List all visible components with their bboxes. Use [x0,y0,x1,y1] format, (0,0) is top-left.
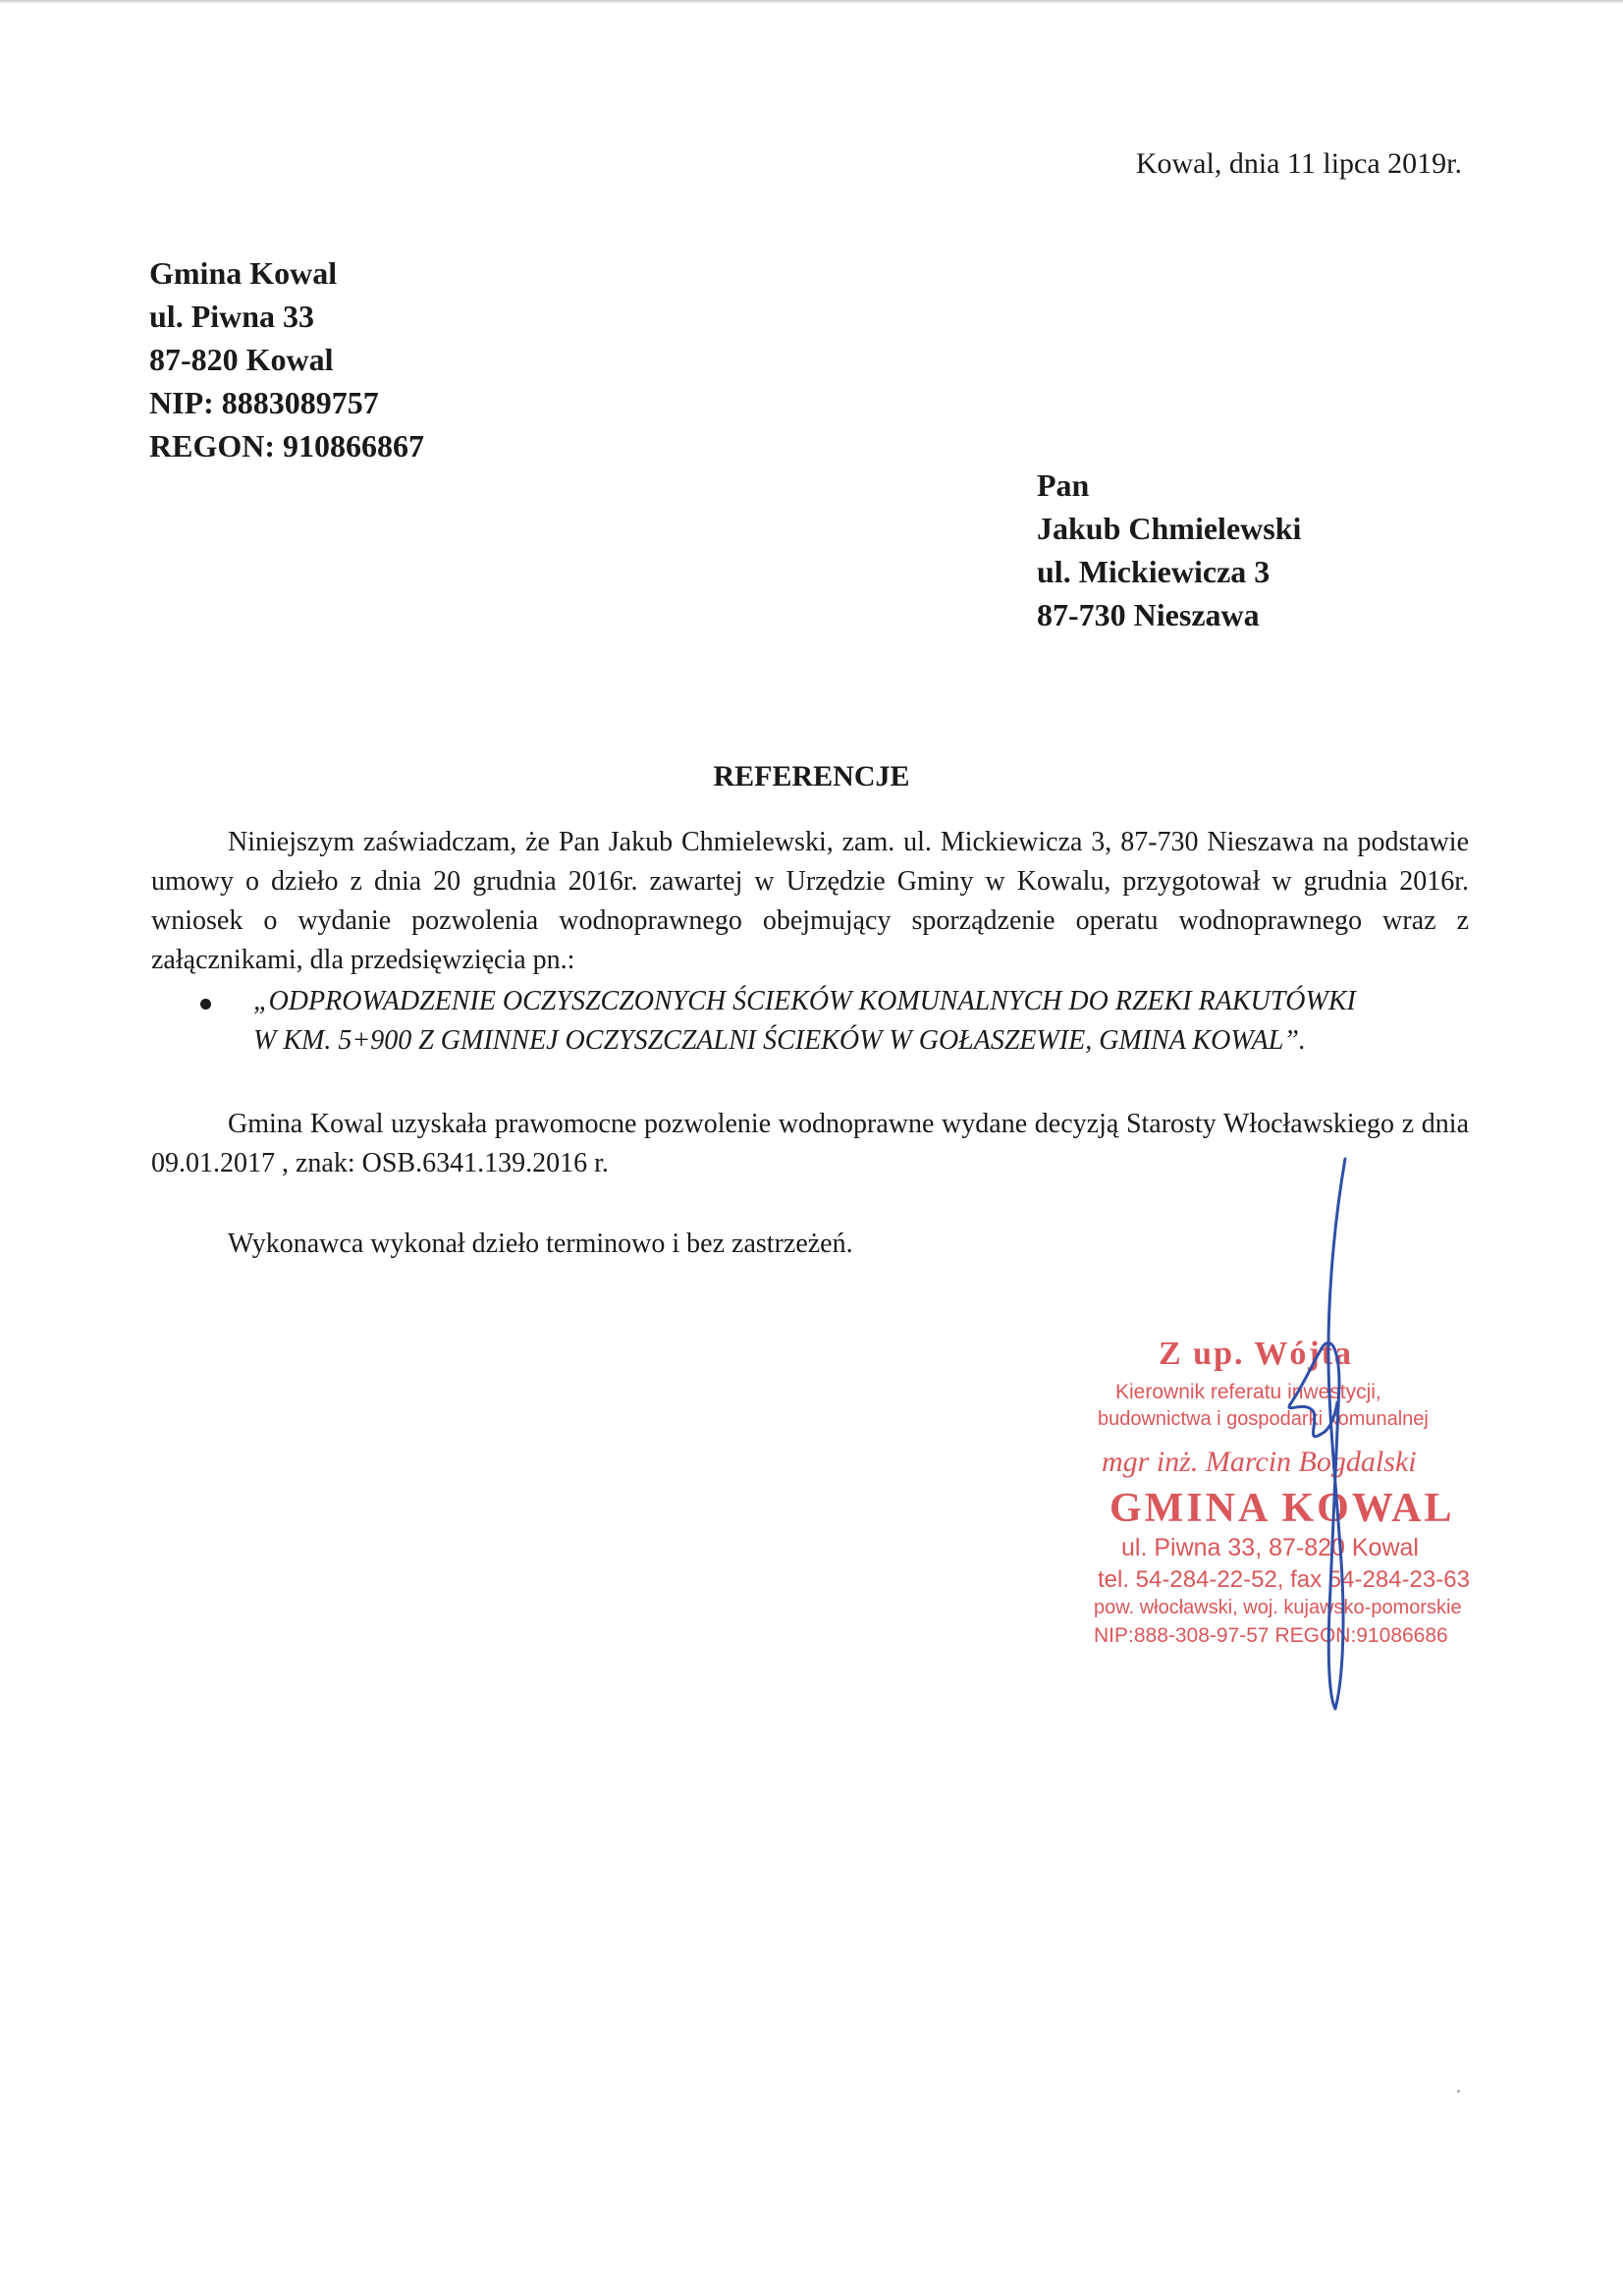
project-line-2: W KM. 5+900 Z GMINNEJ OCZYSZCZALNI ŚCIEKÓW W GOŁASZEWIE, GMINA KOWAL”. [253,1025,1306,1056]
project-line-1: „ODPROWADZENIE OCZYSZCZONYCH ŚCIEKÓW KOMUNALNYCH DO RZEKI RAKUTÓWKI [253,986,1356,1016]
sender-nip: NIP: 8883089757 [149,385,379,420]
recipient-salutation: Pan [1037,467,1090,503]
recipient-name: Jakub Chmielewski [1037,511,1302,546]
handwritten-signature [1208,1149,1424,1719]
paragraph-1-text: Niniejszym zaświadczam, że Pan Jakub Chmielewski, zam. ul. Mickiewicza 3, 87-730 Nieszawa na podstawie umowy o dzieło z dnia 20 grudnia 2016r. zawartej w Urzędzie Gminy w Kowalu, przygotował w grudnia 2016r. wniosek o wydanie pozwolenia wodnoprawnego obejmujący sporządzenie operatu wodnoprawnego wraz z załącznikami, dla przedsięwzięcia pn.: [151,827,1469,975]
stamp-ids: NIP:888-308-97-57 REGON:91086686 [1094,1624,1448,1647]
recipient-street: ul. Mickiewicza 3 [1037,554,1271,589]
stamp-org: GMINA KOWAL [1109,1486,1455,1531]
letter-date: Kowal, dnia 11 lipca 2019r. [1135,147,1462,180]
project-name [253,982,1469,1061]
paragraph-3-text: Wykonawca wykonał dzieło terminowo i bez zastrzeżeń. [228,1229,853,1259]
stamp-role-2: budownictwa i gospodarki komunalnej [1098,1408,1429,1430]
bullet-dot-icon [200,999,211,1010]
stamp-role-1: Kierownik referatu inwestycji, [1115,1381,1381,1403]
recipient-city: 87-730 Nieszawa [1037,597,1260,632]
sender-regon: REGON: 910866867 [149,428,424,464]
sender-block [149,251,424,467]
paragraph-2-text: Gmina Kowal uzyskała prawomocne pozwolenie wodnoprawne wydane decyzją Starosty Włocławskiego z dnia 09.01.2017 , znak: OSB.6341.139.2016 r. [151,1109,1469,1178]
sender-name: Gmina Kowal [149,255,338,291]
stamp-signatory: mgr inż. Marcin Bogdalski [1102,1446,1417,1478]
recipient-block [1037,464,1301,636]
sender-city: 87-820 Kowal [149,342,334,377]
stamp-region: pow. włocławski, woj. kujawsko-pomorskie [1094,1597,1462,1618]
scan-speck [1457,2090,1460,2093]
scan-edge [0,0,1623,4]
stamp-address: ul. Piwna 33, 87-820 Kowal [1121,1534,1419,1561]
paragraph-1 [151,823,1469,980]
stamp-heading: Z up. Wójta [1159,1336,1354,1372]
letter-title: REFERENCJE [713,760,910,793]
stamp-phone: tel. 54-284-22-52, fax 54-284-23-63 [1098,1566,1470,1593]
sender-street: ul. Piwna 33 [149,299,315,334]
